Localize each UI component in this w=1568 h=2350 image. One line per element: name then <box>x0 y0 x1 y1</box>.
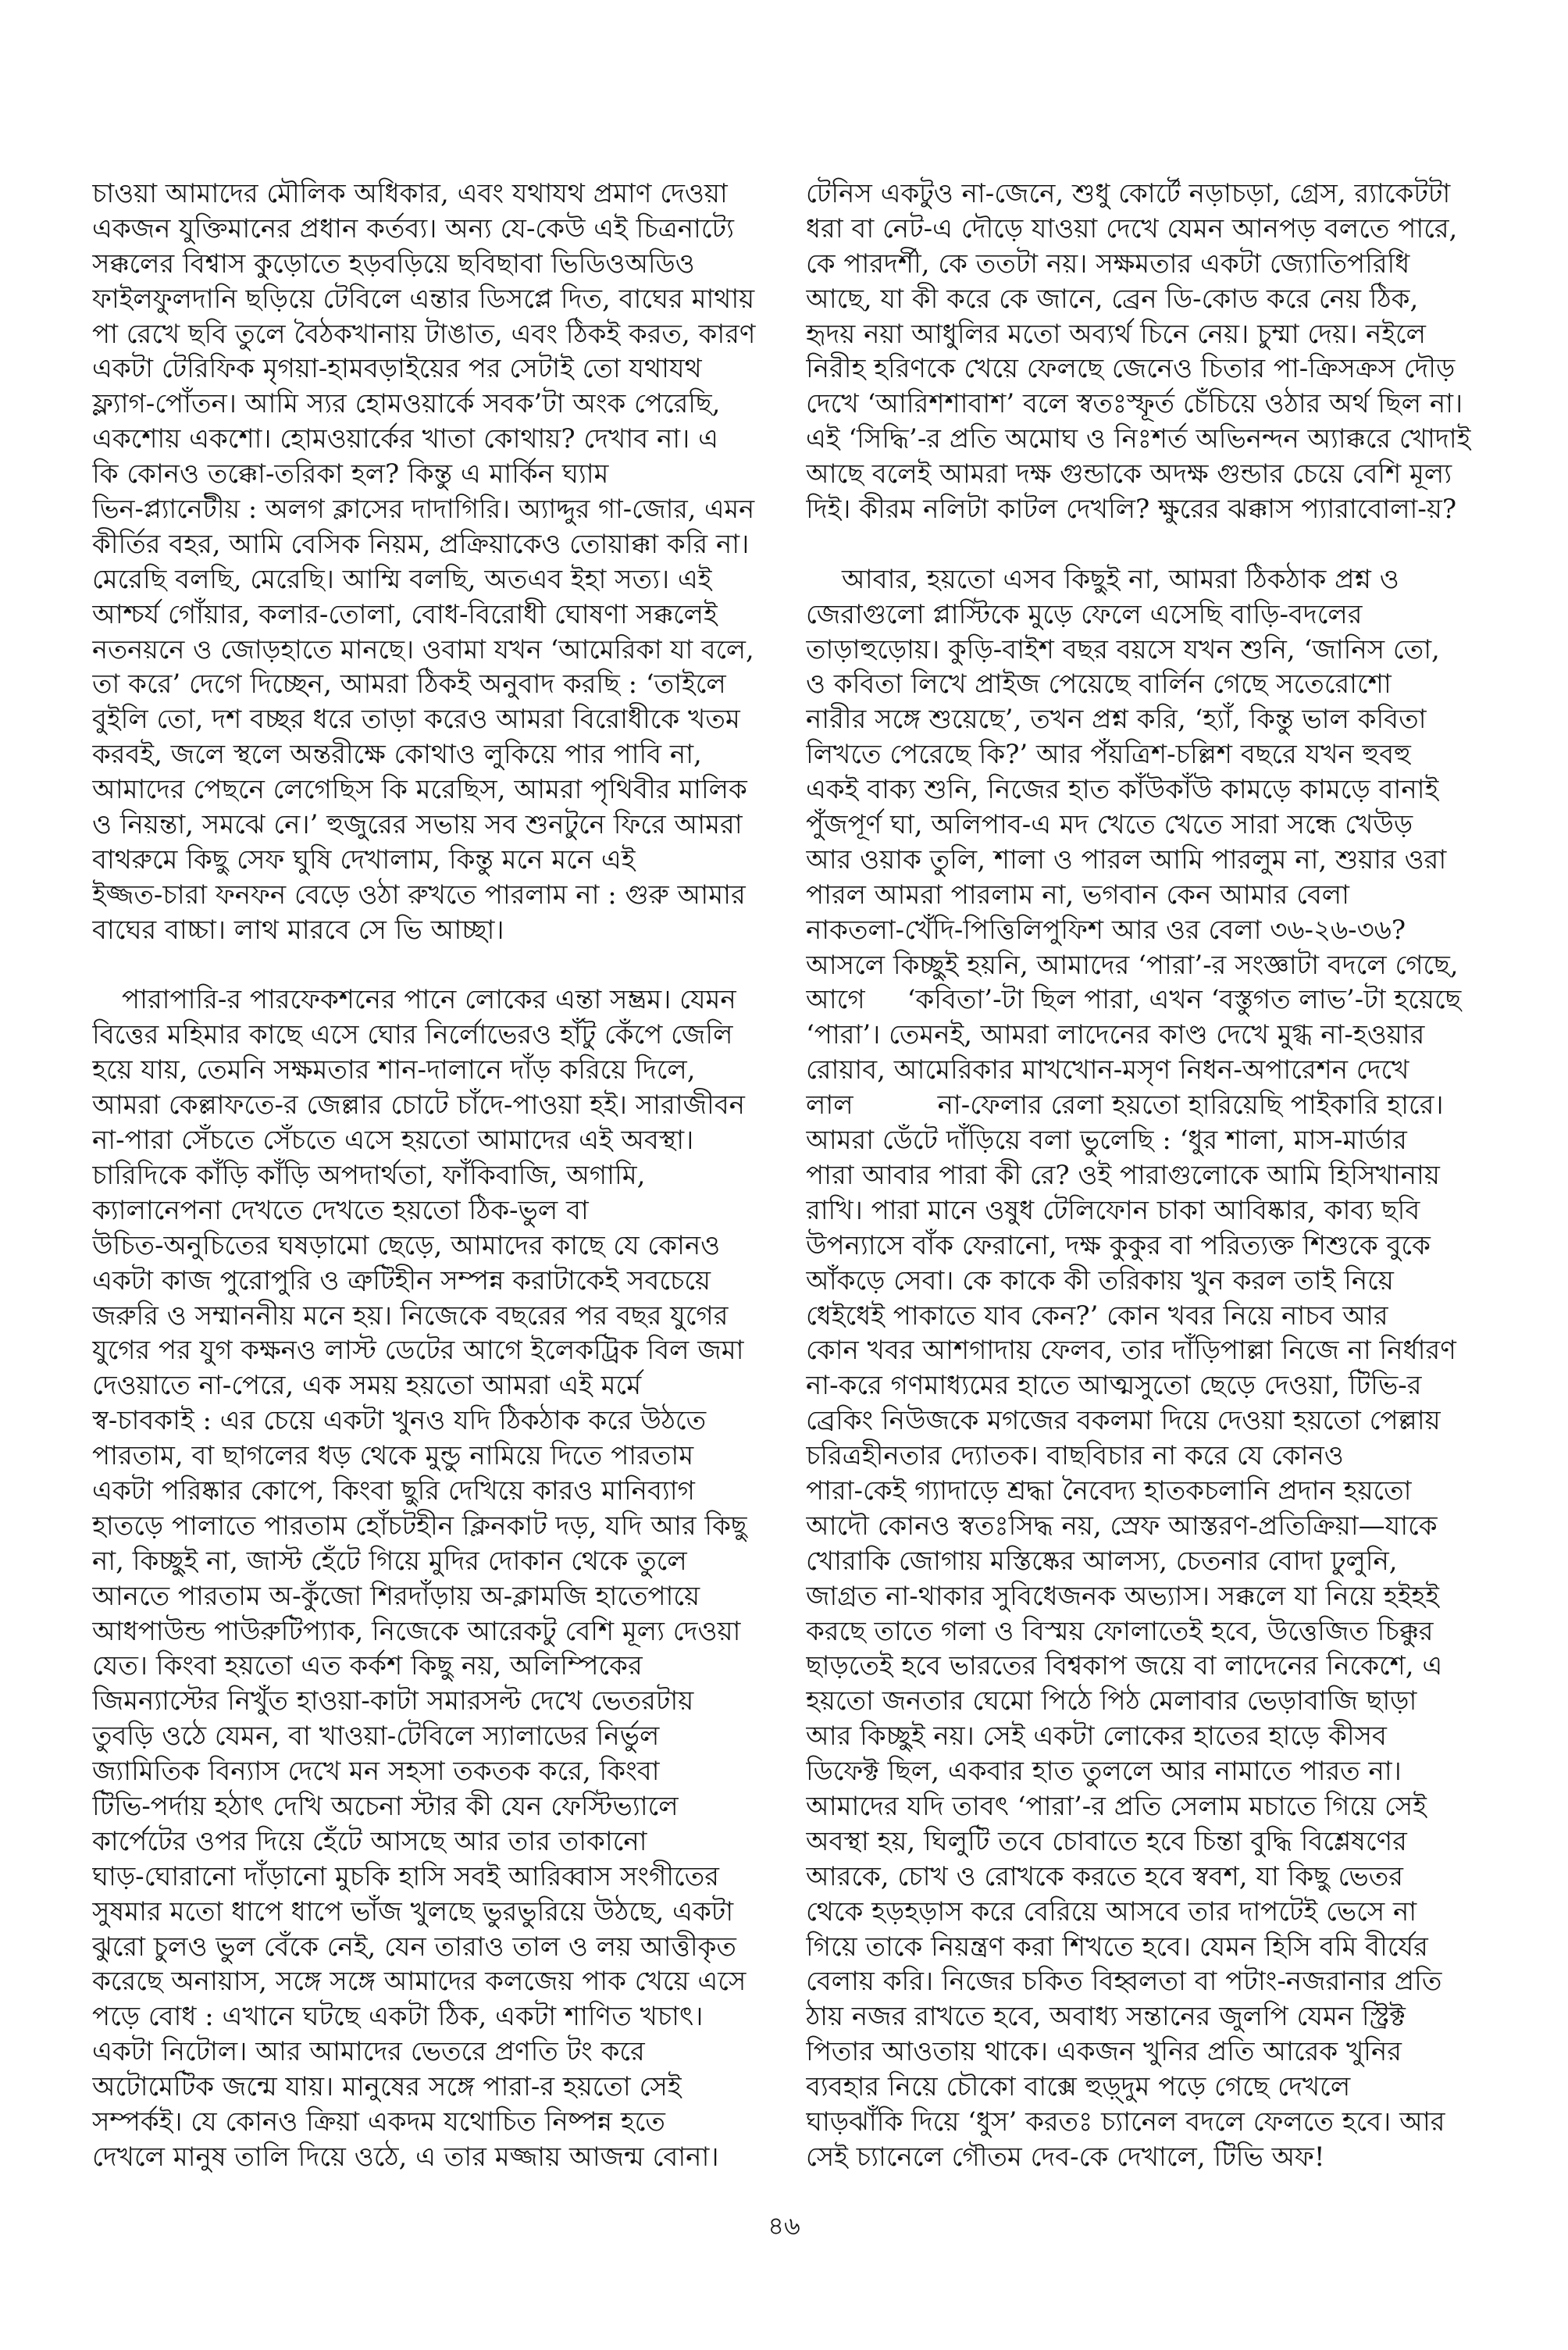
text-line: উচিত-অনুচিতের ঘষড়ামো ছেড়ে, আমাদের কাছে যে কোনও <box>92 1229 721 1261</box>
paragraph <box>92 177 757 948</box>
text-line: তা করে’ দেগে দিচ্ছেন, আমরা ঠিকই অনুবাদ করছি : ‘তাইলে <box>92 669 726 701</box>
text-line: ধরা বা নেট-এ দৌড়ে যাওয়া দেখে যেমন আনপড় বলতে পারে, <box>806 212 1458 244</box>
text-line: ফাইলফুলদানি ছড়িয়ে টেবিলে এন্তার ডিসপ্লে দিত, বাঘের মাথায় <box>92 283 755 315</box>
text-line: আসলে কিচ্ছুই হয়নি, আমাদের ‘পারা’-র সংজ্ঞাটা বদলে গেছে, <box>806 949 1459 981</box>
text-line: আদৌ কোনও স্বতঃসিদ্ধ নয়, স্রেফ আস্তরণ-প্রতিক্রিয়া—যাকে <box>806 1510 1438 1542</box>
text-line: আধপাউন্ড পাউরুটিপ্যাক, নিজেকে আরেকটু বেশি মূল্য দেওয়া <box>92 1615 741 1647</box>
text-line: সুষমার মতো ধাপে ধাপে ভাঁজ খুলছে ভুরভুরিয়ে উঠছে, একটা <box>92 1895 734 1927</box>
text-line: আমরা কেল্লাফতে-র জেল্লার চোটে চাঁদে-পাওয়া হই। সারাজীবন <box>92 1089 745 1122</box>
text-line: ‘পারা’। তেমনই, আমরা লাদেনের কাণ্ড দেখে মুগ্ধ না-হওয়ার <box>806 1019 1425 1051</box>
text-line: বিত্তের মহিমার কাছে এসে ঘোর নির্লোভেরও হাঁটু কেঁপে জেলি <box>92 1019 733 1051</box>
left-column <box>92 177 757 2175</box>
paragraph <box>806 562 1473 2175</box>
text-line: রাখি। পারা মানে ওষুধ টেলিফোন চাকা আবিষ্কার, কাব্য ছবি <box>806 1194 1420 1226</box>
text-line: চরিত্রহীনতার দ্যোতক। বাছবিচার না করে যে কোনও <box>806 1440 1344 1472</box>
text-line: পারতাম, বা ছাগলের ধড় থেকে মুন্ডু নামিয়ে দিতে পারতাম <box>92 1440 694 1472</box>
text-line: নারীর সঙ্গে শুয়েছে’, তখন প্রশ্ন করি, ‘হ্যাঁ, কিন্তু ভাল কবিতা <box>806 704 1427 736</box>
text-line: বাঘের বাচ্চা। লাথ মারবে সে ভি আচ্ছা। <box>92 914 504 946</box>
text-line: পিতার আওতায় থাকে। একজন খুনির প্রতি আরেক খুনির <box>806 2036 1402 2068</box>
text-line: নতনয়নে ও জোড়হাতে মানছে। ওবামা যখন ‘আমেরিকা যা বলে, <box>92 633 754 665</box>
text-line: আঁকড়ে সেবা। কে কাকে কী তরিকায় খুন করল তাই নিয়ে <box>806 1264 1394 1296</box>
text-line: হয়ে যায়, তেমনি সক্ষমতার শান-দালানে দাঁড় করিয়ে দিলে, <box>92 1054 696 1086</box>
text-line: পা রেখে ছবি তুলে বৈঠকখানায় টাঙাত, এবং ঠিকই করত, কারণ <box>92 318 756 350</box>
paragraph-gap <box>92 948 757 983</box>
text-line: হয়তো জনতার ঘেমো পিঠে পিঠ মেলাবার ভেড়াবাজি ছাড়া <box>806 1685 1417 1717</box>
text-line: জিমন্যাস্টের নিখুঁত হাওয়া-কাটা সমারসল্ট দেখে ভেতরটায় <box>92 1685 694 1717</box>
text-line: নিরীহ হরিণকে খেয়ে ফেলছে জেনেও চিতার পা-ক্রিসক্রস দৌড় <box>806 353 1456 385</box>
text-line: ঝুরো চুলও ভুল বেঁকে নেই, যেন তারাও তাল ও লয় আত্তীকৃত <box>92 1931 736 1963</box>
text-line: ও নিয়ন্তা, সমঝে নে।’ হুজুরের সভায় সব শুনটুনে ফিরে আমরা <box>92 809 743 841</box>
text-line: দেখে ‘আরিশশাবাশ’ বলে স্বতঃস্ফূর্ত চেঁচিয়ে ওঠার অর্থ ছিল না। <box>806 388 1463 420</box>
text-line: খোরাকি জোগায় মস্তিষ্কের আলস্য, চেতনার বোদা ঢুলুনি, <box>806 1545 1398 1577</box>
text-line: জাগ্রত না-থাকার সুবিধেজনক অভ্যাস। সক্কলে যা নিয়ে হইহই <box>806 1580 1439 1612</box>
text-line: আমাদের পেছনে লেগেছিস কি মরেছিস, আমরা পৃথিবীর মালিক <box>92 774 747 806</box>
text-line: করবই, জলে স্থলে অন্তরীক্ষে কোথাও লুকিয়ে পার পাবি না, <box>92 739 702 771</box>
text-line: থেকে হড়হড়াস করে বেরিয়ে আসবে তার দাপটেই ভেসে না <box>806 1895 1417 1927</box>
text-line: অবস্থা হয়, ঘিলুটি তবে চোবাতে হবে চিন্তা বুদ্ধি বিশ্লেষণের <box>806 1825 1407 1857</box>
text-line: ব্যবহার নিয়ে চৌকো বাক্সে হুড়্দুম পড়ে গেছে দেখলে <box>806 2071 1351 2103</box>
text-line: ডিফেক্ট ছিল, একবার হাত তুললে আর নামাতে পারত না। <box>806 1756 1402 1788</box>
text-line: ঠায় নজর রাখতে হবে, অবাধ্য সন্তানের জুলপি যেমন স্ট্রিক্ট <box>806 2001 1406 2033</box>
text-line: একটা নিটোল। আর আমাদের ভেতরে প্রণতি টং করে <box>92 2036 645 2068</box>
text-line: ভিন-প্ল্যানেটীয় : অলগ ক্লাসের দাদাগিরি। অ্যাদ্দুর গা-জোর, এমন <box>92 494 755 525</box>
text-line: ও কবিতা লিখে প্রাইজ পেয়েছে বার্লিন গেছে সতেরোশো <box>806 669 1392 701</box>
text-line: পারাপারি-র পারফেকশনের পানে লোকের এন্তা সম্ভ্রম। যেমন <box>122 984 736 1016</box>
paragraph <box>92 982 757 2174</box>
text-line: আছে বলেই আমরা দক্ষ গুন্ডাকে অদক্ষ গুন্ডার চেয়ে বেশি মূল্য <box>806 458 1452 490</box>
text-line: বাথরুমে কিছু সেফ ঘুষি দেখালাম, কিন্তু মনে মনে এই <box>92 843 636 875</box>
text-line: পারা-কেই গ্যাদাড়ে শ্রদ্ধা নৈবেদ্য হাতকচলানি প্রদান হয়তো <box>806 1475 1412 1507</box>
text-line: একই বাক্য শুনি, নিজের হাত কাঁউকাঁউ কামড়ে কামড়ে বানাই <box>806 774 1439 806</box>
right-column <box>806 177 1473 2175</box>
text-line: হাতড়ে পালাতে পারতাম হোঁচটহীন ক্লিনকাট দড়, যদি আর কিছু <box>92 1510 747 1542</box>
text-line: কে পারদর্শী, কে ততটা নয়। সক্ষমতার একটা জ্যোতিপরিধি <box>806 248 1410 280</box>
text-line: আশ্চর্য গোঁয়ার, কলার-তোলা, বোধ-বিরোধী ঘোষণা সক্কলেই <box>92 598 718 630</box>
text-line: মেরেছি বলছি, মেরেছি। আম্মি বলছি, অতএব ইহা সত্য। এই <box>92 563 712 595</box>
text-line: দেওয়াতে না-পেরে, এক সময় হয়তো আমরা এই মর্মে <box>92 1370 642 1402</box>
text-line: আছে, যা কী করে কে জানে, ব্রেন ডি-কোড করে নেয় ঠিক, <box>806 283 1419 315</box>
text-line: যেত। কিংবা হয়তো এত কর্কশ কিছু নয়, অলিম্পিকের <box>92 1650 643 1682</box>
text-line: আমরা ডেঁটে দাঁড়িয়ে বলা ভুলেছি : ‘ধুর শালা, মাস-মার্ডার <box>806 1125 1407 1157</box>
text-line: দিই। কীরম নলিটা কাটল দেখলি? ক্ষুরের ঝক্কাস প্যারাবোলা-য়? <box>806 494 1457 526</box>
text-line: লাল না-ফেলার রেলা হয়তো হারিয়েছি পাইকারি হারে। <box>806 1089 1444 1122</box>
page-number: ৪৬ <box>768 2211 800 2241</box>
text-line: দেখলে মানুষ তালি দিয়ে ওঠে, এ তার মজ্জায় আজন্ম বোনা। <box>92 2141 719 2173</box>
text-line: কার্পেটের ওপর দিয়ে হেঁটে আসছে আর তার তাকানো <box>92 1825 647 1857</box>
paragraph <box>806 177 1473 527</box>
text-line: ঘাড়-ঘোরানো দাঁড়ানো মুচকি হাসি সবই আরিব্বাস সংগীতের <box>92 1860 719 1892</box>
text-line: যুগের পর যুগ কক্ষনও লাস্ট ডেটের আগে ইলেকট্রিক বিল জমা <box>92 1335 744 1367</box>
text-line: নাকতলা-খেঁদি-পিত্তিলিপুফিশ আর ওর বেলা ৩৬-২৬-৩৬? <box>806 914 1406 946</box>
text-line: উপন্যাসে বাঁক ফেরানো, দক্ষ কুকুর বা পরিত্যক্ত শিশুকে বুকে <box>806 1229 1431 1261</box>
text-line: করেছে অনায়াস, সঙ্গে সঙ্গে আমাদের কলজেয় পাক খেয়ে এসে <box>92 1966 747 1998</box>
text-line: করছে তাতে গলা ও বিস্ময় ফোলাতেই হবে, উত্তেজিত চিক্কুর <box>806 1615 1434 1647</box>
text-line: কি কোনও তক্কো-তরিকা হল? কিন্তু এ মার্কিন ঘ্যাম <box>92 458 609 490</box>
text-line: এই ‘সিদ্ধি’-র প্রতি অমোঘ ও নিঃশর্ত অভিনন্দন অ্যাক্করে খোদাই <box>806 423 1471 455</box>
text-line: না-করে গণমাধ্যমের হাতে আত্মসুতো ছেড়ে দেওয়া, টিভি-র <box>806 1370 1422 1402</box>
text-line: ব্রেকিং নিউজকে মগজের বকলমা দিয়ে দেওয়া হয়তো পেল্লায় <box>806 1405 1441 1437</box>
text-line: ধেইধেই পাকাতে যাব কেন?’ কোন খবর নিয়ে নাচব আর <box>806 1300 1388 1332</box>
text-line: না-পারা সেঁচতে সেঁচতে এসে হয়তো আমাদের এই অবস্থা। <box>92 1125 694 1157</box>
text-line: পড়ে বোধ : এখানে ঘটছে একটা ঠিক, একটা শাণিত খচাৎ। <box>92 2001 704 2033</box>
text-line: অটোমেটিক জন্মে যায়। মানুষের সঙ্গে পারা-র হয়তো সেই <box>92 2071 682 2103</box>
text-line: আরকে, চোখ ও রোখকে করতে হবে স্ববশ, যা কিছু ভেতর <box>806 1860 1403 1892</box>
paragraph-gap <box>806 527 1473 562</box>
text-line: আনতে পারতাম অ-কুঁজো শিরদাঁড়ায় অ-ক্লামজি হাতেপায়ে <box>92 1580 700 1612</box>
text-line: আর কিচ্ছুই নয়। সেই একটা লোকের হাতের হাড়ে কীসব <box>806 1721 1387 1753</box>
text-line: কীর্তির বহর, আমি বেসিক নিয়ম, প্রক্রিয়াকেও তোয়াক্কা করি না। <box>92 528 750 560</box>
text-line: পুঁজপূর্ণ ঘা, অলিপাব-এ মদ খেতে খেতে সারা সন্ধে খেউড় <box>806 809 1413 841</box>
text-line: ক্যালানেপনা দেখতে দেখতে হয়তো ঠিক-ভুল বা <box>92 1194 589 1226</box>
text-line: জরুরি ও সম্মাননীয় মনে হয়। নিজেকে বছরের পর বছর যুগের <box>92 1300 729 1332</box>
text-line: কোন খবর আশগাদায় ফেলব, তার দাঁড়িপাল্লা নিজে না নির্ধারণ <box>806 1335 1456 1367</box>
text-line: একটা কাজ পুরোপুরি ও ত্রুটিহীন সম্পন্ন করাটাকেই সবচেয়ে <box>92 1264 711 1296</box>
text-line: হৃদয় নয়া আধুলির মতো অব্যর্থ চিনে নেয়। চুম্মা দেয়। নইলে <box>806 318 1426 350</box>
text-line: লিখতে পেরেছে কি?’ আর পঁয়ত্রিশ-চল্লিশ বছরে যখন হুবহু <box>806 739 1411 771</box>
text-line: না, কিচ্ছুই না, জাস্ট হেঁটে গিয়ে মুদির দোকান থেকে তুলে <box>92 1545 687 1577</box>
text-line: একটা টেরিফিক মৃগয়া-হামবড়াইয়ের পর সেটাই তো যথাযথ <box>92 353 702 385</box>
text-line: তুবড়ি ওঠে যেমন, বা খাওয়া-টেবিলে স্যালাডের নির্ভুল <box>92 1721 660 1753</box>
text-line: জেরাগুলো প্লাস্টিকে মুড়ে ফেলে এসেছি বাড়ি-বদলের <box>806 598 1363 630</box>
text-line: একজন যুক্তিমানের প্রধান কর্তব্য। অন্য যে-কেউ এই চিত্রনাট্যে <box>92 212 734 244</box>
text-line: গিয়ে তাকে নিয়ন্ত্রণ করা শিখতে হবে। যেমন হিসি বমি বীর্যের <box>806 1931 1428 1963</box>
text-line: একশোয় একশো। হোমওয়ার্কের খাতা কোথায়? দেখাব না। এ <box>92 423 718 455</box>
text-line: আবার, হয়তো এসব কিছুই না, আমরা ঠিকঠাক প্রশ্ন ও <box>842 563 1399 595</box>
text-line: পারল আমরা পারলাম না, ভগবান কেন আমার বেলা <box>806 879 1349 911</box>
text-line: স্ব-চাবকাই : এর চেয়ে একটা খুনও যদি ঠিকঠাক করে উঠতে <box>92 1405 707 1437</box>
text-line: ফ্ল্যাগ-পোঁতন। আমি স্যর হোমওয়ার্কে সবক’টা অংক পেরেছি, <box>92 388 721 420</box>
text-line: সক্কলের বিশ্বাস কুড়োতে হড়বড়িয়ে ছবিছাবা ভিডিওঅডিও <box>92 248 695 280</box>
text-line: বুইলি তো, দশ বচ্ছর ধরে তাড়া করেও আমরা বিরোধীকে খতম <box>92 704 740 736</box>
text-line: সম্পর্কই। যে কোনও ক্রিয়া একদম যথোচিত নিষ্পন্ন হতে <box>92 2106 665 2138</box>
text-line: আমাদের যদি তাবৎ ‘পারা’-র প্রতি সেলাম মচাতে গিয়ে সেই <box>806 1790 1427 1822</box>
text-line: একটা পরিষ্কার কোপে, কিংবা ছুরি দেখিয়ে কারও মানিব্যাগ <box>92 1475 695 1507</box>
text-line: ছাড়তেই হবে ভারতের বিশ্বকাপ জয়ে বা লাদেনের নিকেশে, এ <box>806 1650 1443 1682</box>
text-line: ইজ্জত-চারা ফনফন বেড়ে ওঠা রুখতে পারলাম না : গুরু আমার <box>92 879 746 911</box>
text-line: সেই চ্যানেলে গৌতম দেব-কে দেখালে, টিভি অফ! <box>806 2141 1325 2173</box>
text-line: বেলায় করি। নিজের চকিত বিহ্বলতা বা পটাং-নজরানার প্রতি <box>806 1966 1442 1998</box>
text-line: পারা আবার পারা কী রে? ওই পারাগুলোকে আমি হিসিখানায় <box>806 1159 1440 1191</box>
text-line: টিভি-পর্দায় হঠাৎ দেখি অচেনা স্টার কী যেন ফেস্টিভ্যালে <box>92 1790 679 1822</box>
text-line: আর ওয়াক তুলি, শালা ও পারল আমি পারলুম না, শুয়ার ওরা <box>806 843 1447 875</box>
text-line: চাওয়া আমাদের মৌলিক অধিকার, এবং যথাযথ প্রমাণ দেওয়া <box>92 178 728 209</box>
text-line: চারিদিকে কাঁড়ি কাঁড়ি অপদার্থতা, ফাঁকিবাজি, অগামি, <box>92 1159 646 1191</box>
text-line: জ্যামিতিক বিন্যাস দেখে মন সহসা তকতক করে, কিংবা <box>92 1756 660 1788</box>
text-line: আগে ‘কবিতা’-টা ছিল পারা, এখন ‘বস্তুগত লাভ’-টা হয়েছে <box>806 984 1462 1016</box>
text-line: ঘাড়ঝাঁকি দিয়ে ‘ধুস’ করতঃ চ্যানেল বদলে ফেলতে হবে। আর <box>806 2106 1445 2138</box>
text-line: তাড়াহুড়োয়। কুড়ি-বাইশ বছর বয়সে যখন শুনি, ‘জানিস তো, <box>806 633 1440 665</box>
text-line: রোয়াব, আমেরিকার মাখখোন-মসৃণ নিধন-অপারেশন দেখে <box>806 1054 1409 1086</box>
text-line: টেনিস একটুও না-জেনে, শুধু কোর্টে নড়াচড়া, গ্রেস, র‍্যাকেটটা <box>806 178 1451 209</box>
